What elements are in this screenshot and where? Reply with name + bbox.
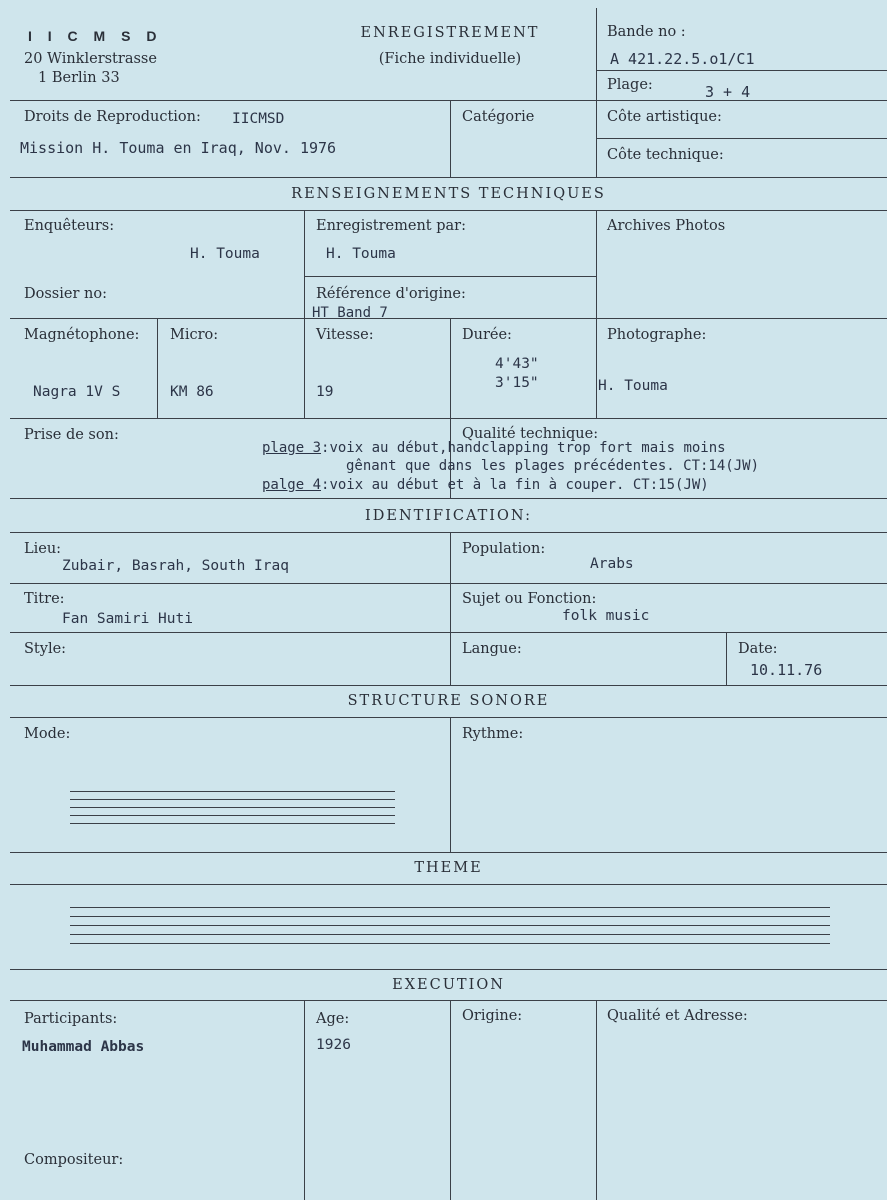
vline-categorie <box>450 100 451 177</box>
reference-label: Référence d'origine: <box>316 286 466 302</box>
note-plage-4-prefix: palge 4 <box>262 477 322 493</box>
staff-line <box>70 907 830 908</box>
rule-magneto-bottom <box>10 418 887 419</box>
micro-label: Micro: <box>170 327 219 343</box>
cote-technique-label: Côte technique: <box>607 147 724 163</box>
titre-label: Titre: <box>24 591 65 607</box>
enqueteurs-value: H. Touma <box>190 246 260 262</box>
archives-label: Archives Photos <box>607 218 726 234</box>
address-city: 1 Berlin 33 <box>38 70 120 86</box>
section-title-structure: STRUCTURE SONORE <box>347 693 550 709</box>
vline-micro <box>157 318 158 418</box>
categorie-label: Catégorie <box>462 109 535 125</box>
vline-age <box>304 1000 305 1200</box>
note-plage-4-text: :voix au début et à la fin à couper. CT:15(JW) <box>321 477 709 493</box>
age-value: 1926 <box>316 1037 351 1053</box>
vline-origine <box>450 1000 451 1200</box>
address-street: 20 Winklerstrasse <box>24 51 157 67</box>
enregistrement-label: Enregistrement par: <box>316 218 466 234</box>
dossier-label: Dossier no: <box>24 286 107 302</box>
staff-line <box>70 799 395 800</box>
lieu-label: Lieu: <box>24 541 62 557</box>
vline-enqueteurs <box>304 210 305 318</box>
titre-value: Fan Samiri Huti <box>62 611 193 627</box>
note-plage-3-prefix: plage 3 <box>262 440 322 456</box>
vitesse-value: 19 <box>316 384 334 400</box>
rule-prise-bottom <box>10 498 887 499</box>
rule-header-bottom <box>10 100 887 101</box>
staff-line <box>70 823 395 824</box>
rule-style-bottom <box>10 685 887 686</box>
page-title: ENREGISTREMENT <box>360 25 540 41</box>
langue-label: Langue: <box>462 641 522 657</box>
rule-plage-top <box>596 70 887 71</box>
qualite-adresse-label: Qualité et Adresse: <box>607 1008 748 1024</box>
rule-rights-bottom <box>10 177 887 178</box>
participants-value: Muhammad Abbas <box>22 1039 145 1055</box>
rule-tech-title-bottom <box>10 210 887 211</box>
page-subtitle: (Fiche individuelle) <box>378 51 522 67</box>
rule-structure-title-bottom <box>10 717 887 718</box>
staff-line <box>70 815 395 816</box>
sujet-value: folk music <box>562 608 650 624</box>
vitesse-label: Vitesse: <box>316 327 374 343</box>
vline-qualite-adresse <box>596 1000 597 1200</box>
staff-line <box>70 807 395 808</box>
duree-value-2: 3'15" <box>495 375 539 391</box>
staff-line <box>70 916 830 917</box>
section-title-technical: RENSEIGNEMENTS TECHNIQUES <box>291 186 606 202</box>
qualite-label: Qualité technique: <box>462 426 599 442</box>
mode-label: Mode: <box>24 726 71 742</box>
lieu-value: Zubair, Basrah, South Iraq <box>62 558 289 574</box>
vline-structure <box>450 717 451 852</box>
compositeur-label: Compositeur: <box>24 1152 124 1168</box>
rule-enreg-mid <box>304 276 596 277</box>
population-value: Arabs <box>590 556 634 572</box>
rule-titre-bottom <box>10 632 887 633</box>
bande-value: A 421.22.5.o1/C1 <box>610 50 755 68</box>
section-title-execution: EXECUTION <box>392 977 505 993</box>
date-value: 10.11.76 <box>750 661 823 679</box>
staff-line <box>70 925 830 926</box>
duree-label: Durée: <box>462 327 512 343</box>
rule-dossier-bottom <box>10 318 887 319</box>
vline-archives <box>596 210 597 418</box>
prise-label: Prise de son: <box>24 427 119 443</box>
photographe-value: H. Touma <box>598 378 668 394</box>
vline-date <box>726 632 727 685</box>
section-title-identification: IDENTIFICATION: <box>365 508 532 524</box>
rule-lieu-bottom <box>10 583 887 584</box>
cote-artistique-label: Côte artistique: <box>607 109 722 125</box>
photographe-label: Photographe: <box>607 327 707 343</box>
duree-value-1: 4'43" <box>495 356 539 372</box>
rule-ident-title-bottom <box>10 532 887 533</box>
plage-label: Plage: <box>607 77 653 93</box>
vline-vitesse <box>304 318 305 418</box>
enregistrement-value: H. Touma <box>326 246 396 262</box>
micro-value: KM 86 <box>170 384 214 400</box>
origine-label: Origine: <box>462 1008 523 1024</box>
note-plage-3-text: :voix au début,handclapping trop fort mais moins <box>321 440 726 456</box>
sujet-label: Sujet ou Fonction: <box>462 591 597 607</box>
staff-line <box>70 791 395 792</box>
magnetophone-label: Magnétophone: <box>24 327 140 343</box>
rule-theme-bottom <box>10 969 887 970</box>
org-name: I I C M S D <box>28 28 163 44</box>
rule-theme-title-bottom <box>10 884 887 885</box>
staff-line <box>70 943 830 944</box>
droits-label: Droits de Reproduction: <box>24 109 201 125</box>
reference-value: HT Band 7 <box>312 305 388 321</box>
vline-ident <box>450 532 451 685</box>
rule-structure-bottom <box>10 852 887 853</box>
age-label: Age: <box>316 1011 350 1027</box>
section-title-theme: THEME <box>414 860 483 876</box>
mission-value: Mission H. Touma en Iraq, Nov. 1976 <box>20 139 337 157</box>
staff-line <box>70 934 830 935</box>
note-plage-4 <box>262 477 709 493</box>
note-plage-3-cont: gênant que dans les plages précédentes. CT:14(JW) <box>346 458 760 474</box>
magnetophone-value: Nagra 1V S <box>33 384 121 400</box>
participants-label: Participants: <box>24 1011 118 1027</box>
style-label: Style: <box>24 641 67 657</box>
rule-exec-title-bottom <box>10 1000 887 1001</box>
rythme-label: Rythme: <box>462 726 524 742</box>
enqueteurs-label: Enquêteurs: <box>24 218 115 234</box>
rule-cote-mid <box>596 138 887 139</box>
note-plage-3 <box>262 440 726 456</box>
population-label: Population: <box>462 541 546 557</box>
droits-value: IICMSD <box>232 111 285 127</box>
date-label: Date: <box>738 641 778 657</box>
bande-label: Bande no : <box>607 24 686 40</box>
plage-value: 3 + 4 <box>705 83 751 101</box>
